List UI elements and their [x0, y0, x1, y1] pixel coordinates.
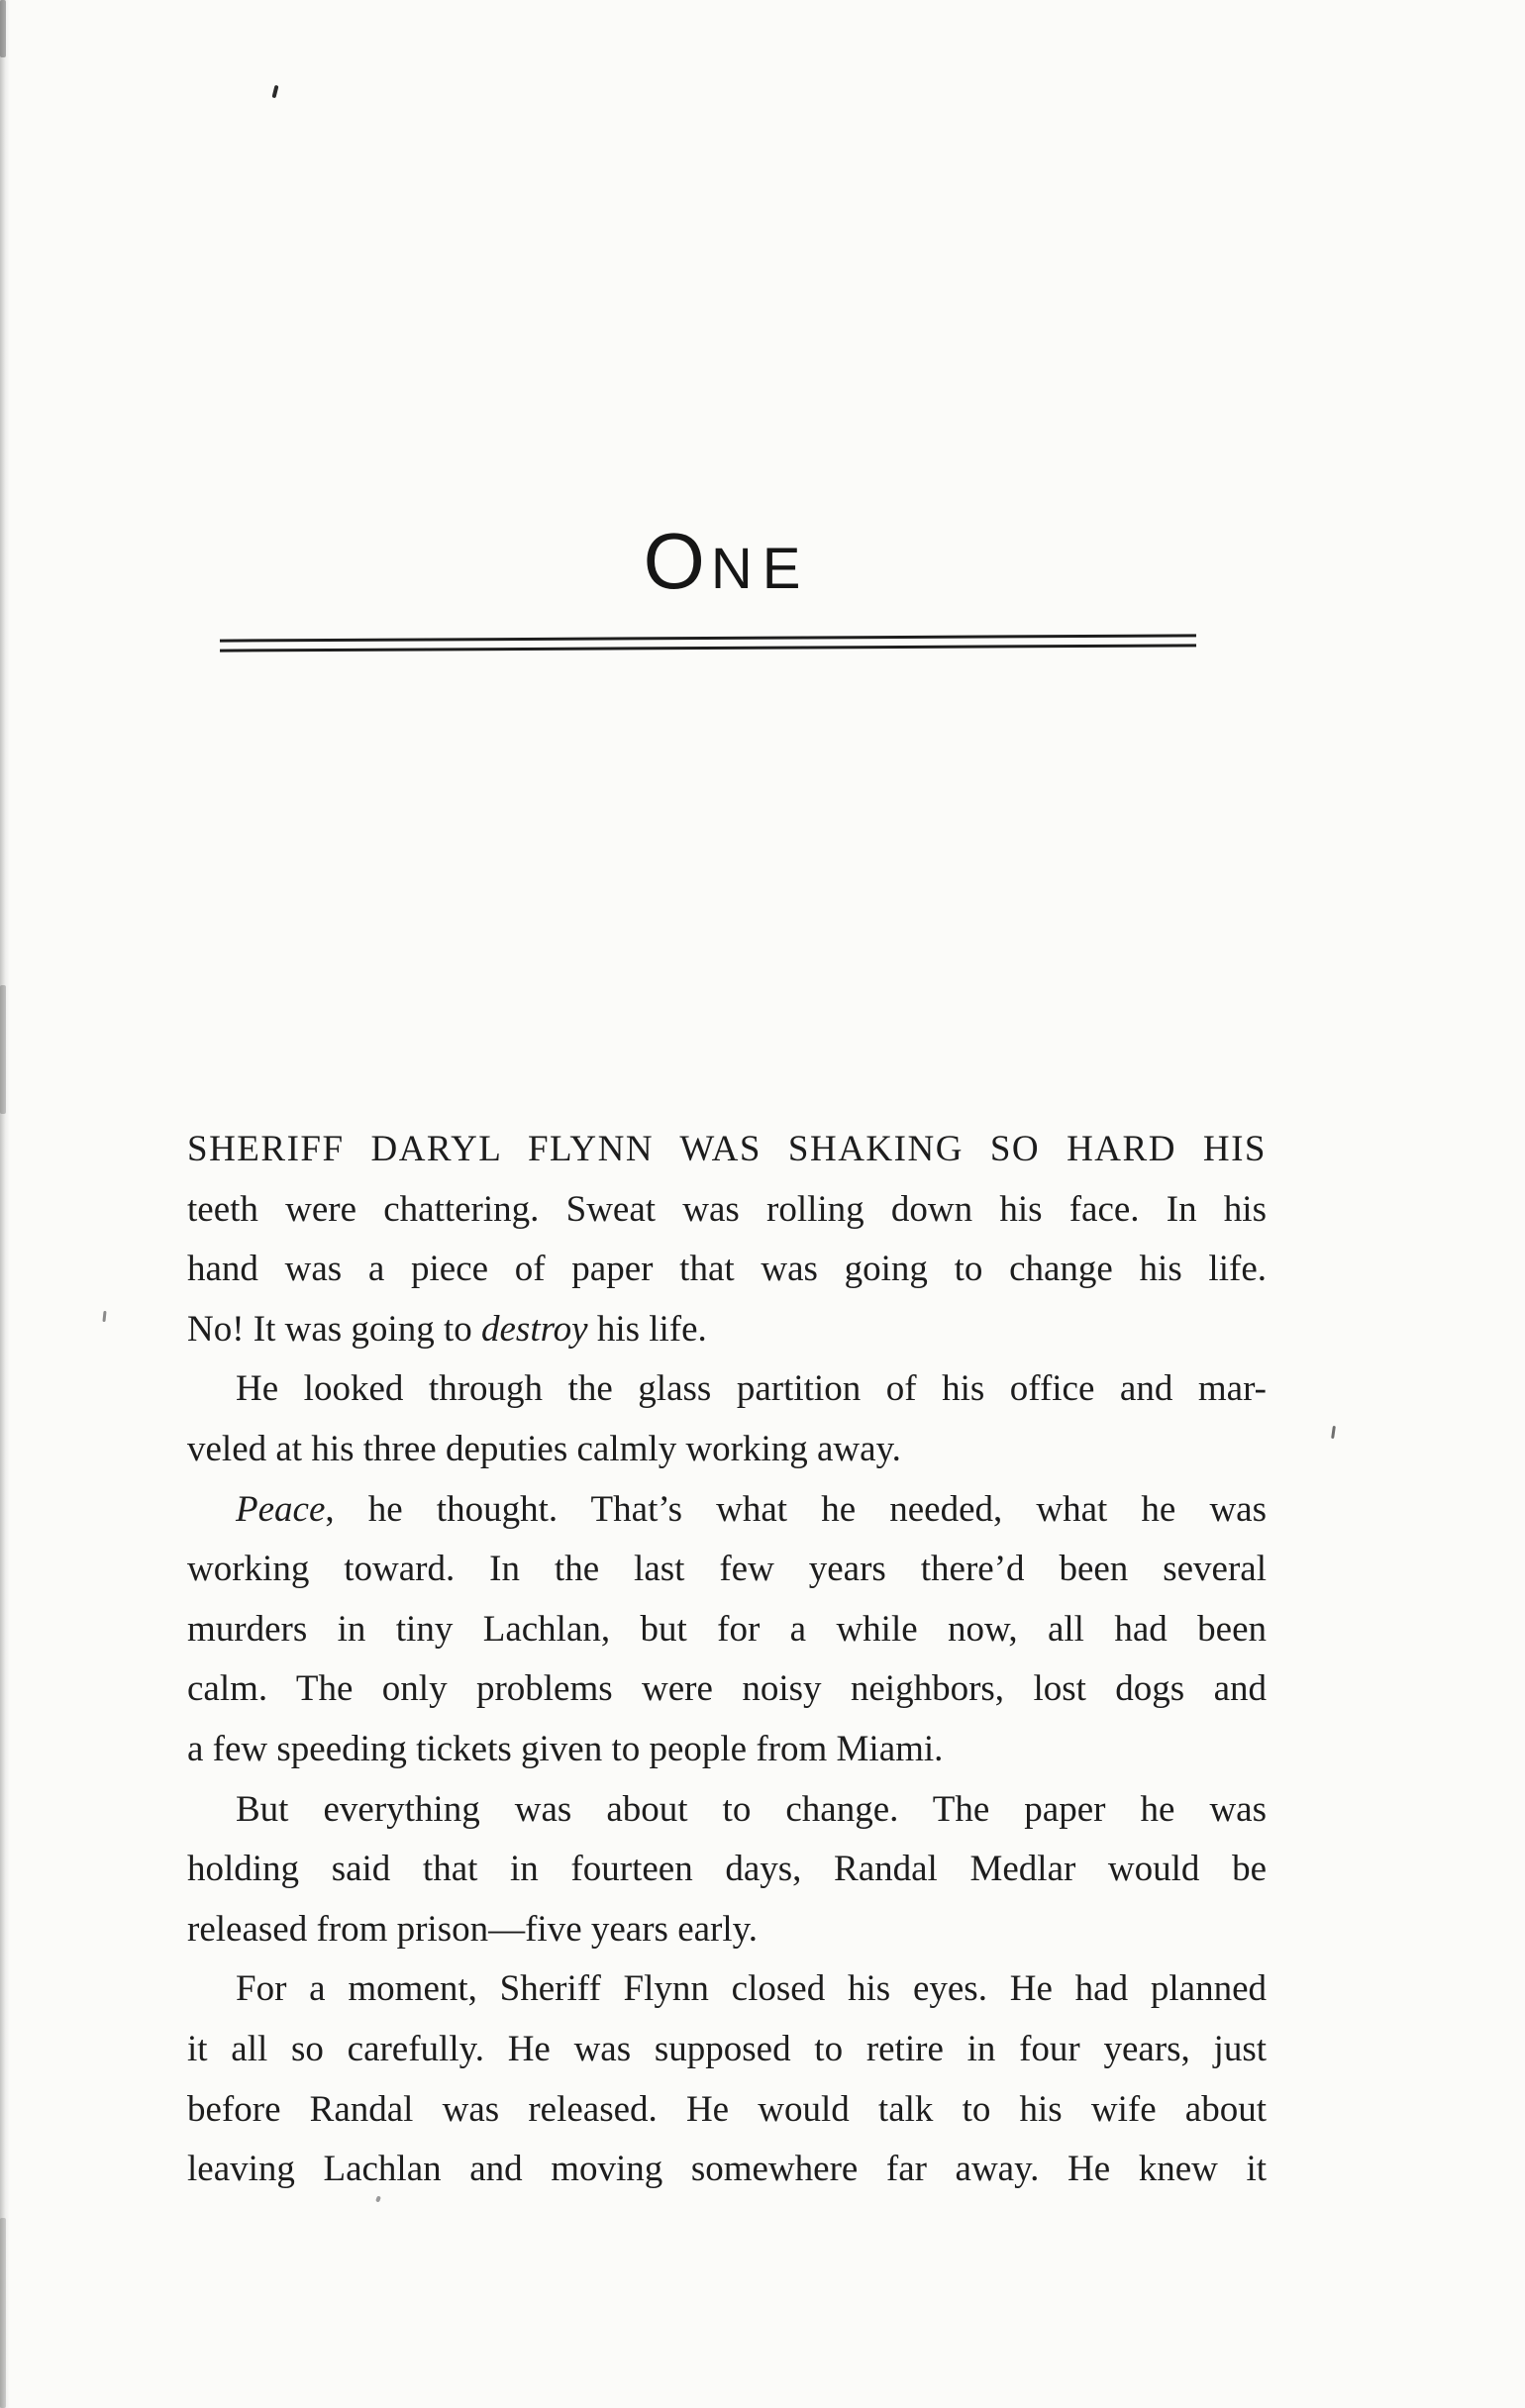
text-line — [187, 1959, 1267, 2020]
plain-text: working toward. In the last few years there’d been several — [187, 1549, 1267, 1590]
scan-edge-shadow — [0, 0, 6, 57]
text-line — [187, 1180, 1267, 1241]
chapter-heading — [187, 516, 1267, 607]
plain-text: murders in tiny Lachlan, but for a while now, all had been — [187, 1608, 1267, 1650]
text-line — [187, 1780, 1267, 1841]
plain-text: He looked through the glass partition of his office and mar- — [236, 1368, 1267, 1410]
text-line — [187, 1240, 1267, 1300]
text-line — [187, 1659, 1267, 1720]
plain-text: But everything was about to change. The paper he was — [236, 1788, 1267, 1830]
plain-text: hand was a piece of paper that was going to change his life. — [187, 1249, 1267, 1290]
plain-text: SHERIFF DARYL FLYNN WAS SHAKING SO HARD HIS — [187, 1129, 1267, 1169]
plain-text: before Randal was released. He would talk to his wife about — [187, 2088, 1267, 2130]
chapter-heading-initial: O — [643, 517, 707, 605]
paragraph — [187, 1120, 1267, 1359]
italic-text: destroy — [481, 1308, 588, 1350]
scan-speck — [271, 85, 278, 99]
body-text — [187, 1120, 1267, 2200]
plain-text: veled at his three deputies calmly working away. — [187, 1428, 901, 1469]
text-line — [187, 1300, 1267, 1360]
scan-edge-shadow — [0, 985, 6, 1114]
plain-text: No! It was going to — [187, 1308, 481, 1350]
text-line — [187, 1420, 1267, 1480]
paragraph — [187, 1480, 1267, 1780]
text-line — [187, 2080, 1267, 2141]
plain-text: , he thought. That’s what he needed, what he was — [325, 1488, 1267, 1530]
plain-text: leaving Lachlan and moving somewhere far away. He knew it — [187, 2149, 1267, 2190]
paragraph — [187, 1959, 1267, 2199]
plain-text: released from prison—five years early. — [187, 1908, 758, 1950]
text-line — [187, 1540, 1267, 1600]
text-line — [187, 1840, 1267, 1900]
scan-speck — [1331, 1426, 1336, 1439]
text-line — [187, 1600, 1267, 1660]
text-line — [187, 1359, 1267, 1420]
text-line — [187, 1480, 1267, 1541]
chapter-heading-rest: NE — [710, 537, 811, 601]
paragraph — [187, 1359, 1267, 1479]
text-line — [187, 1720, 1267, 1780]
plain-text: teeth were chattering. Sweat was rolling down his face. In his — [187, 1188, 1267, 1230]
chapter-rule — [220, 634, 1196, 652]
text-line — [187, 1120, 1267, 1180]
plain-text: calm. The only problems were noisy neighbors, lost dogs and — [187, 1668, 1267, 1710]
plain-text: For a moment, Sheriff Flynn closed his eyes. He had planned — [236, 1968, 1267, 2010]
plain-text: a few speeding tickets given to people from Miami. — [187, 1728, 944, 1769]
text-line — [187, 2020, 1267, 2080]
scan-speck — [102, 1311, 106, 1322]
scan-edge-shadow — [0, 0, 10, 2408]
italic-text: Peace — [236, 1488, 326, 1530]
plain-text: it all so carefully. He was supposed to retire in four years, just — [187, 2028, 1267, 2069]
plain-text: holding said that in fourteen days, Randal Medlar would be — [187, 1849, 1267, 1890]
text-line — [187, 2140, 1267, 2200]
text-line — [187, 1900, 1267, 1960]
scan-speck — [375, 2195, 381, 2202]
paragraph — [187, 1780, 1267, 1960]
scan-edge-shadow — [0, 2218, 6, 2408]
plain-text: his life. — [587, 1308, 707, 1350]
